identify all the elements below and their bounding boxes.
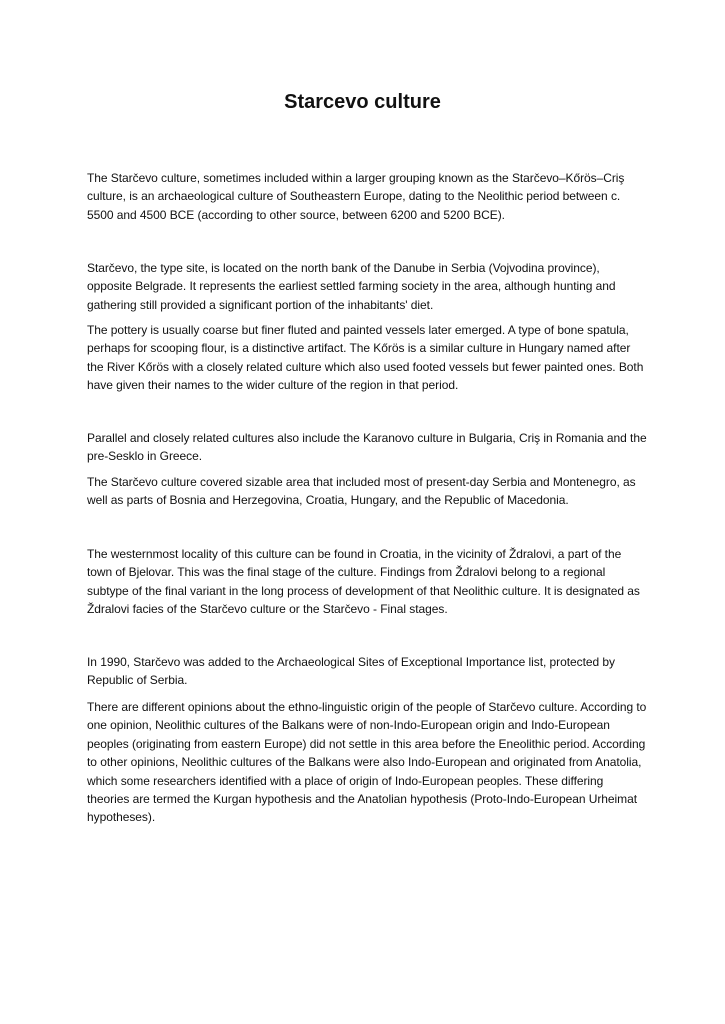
paragraph-type-site: Starčevo, the type site, is located on the north bank of the Danube in Serbia (Vojvodina province), opposite Belgrade. It represents the earliest settled farming society in the area, although hunting and gathering still provided a significant portion of the inhabitants' diet. (87, 261, 616, 312)
paragraph-area: The Starčevo culture covered sizable area that included most of present-day Serbia and Montenegro, as well as parts of Bosnia and Herzegovina, Croatia, Hungary, and the Republic of Macedonia. (87, 475, 636, 508)
document-title: Starcevo culture (284, 91, 441, 113)
paragraph-pottery: The pottery is usually coarse but finer fluted and painted vessels later emerged. A type of bone spatula, perhaps for scooping flour, is a distinctive artifact. The Kőrös is a similar culture in Hungary named after the River Kőrös with a closely related culture which also used footed vessels but fewer painted ones. Both have given their names to the wider culture of the region in that period. (87, 323, 644, 393)
paragraph-westernmost-locality: The westernmost locality of this culture can be found in Croatia, in the vicinity of Ždralovi, a part of the town of Bjelovar. This was the final stage of the culture. Findings from Ždralovi belong to a regional subtype of the final variant in the long process of development of that Neolithic culture. It is designated as Ždralovi facies of the Starčevo culture or the Starčevo - Final stages. (87, 547, 640, 617)
paragraph-intro: The Starčevo culture, sometimes included within a larger grouping known as the Starčevo–Kőrös–Criş culture, is an archaeological culture of Southeastern Europe, dating to the Neolithic period between c. 5500 and 4500 BCE (according to other source, between 6200 and 5200 BCE). (87, 171, 625, 222)
paragraph-related-cultures: Parallel and closely related cultures also include the Karanovo culture in Bulgaria, Criş in Romania and the pre-Sesklo in Greece. (87, 431, 647, 464)
paragraph-origin-opinions: There are different opinions about the ethno-linguistic origin of the people of Starčevo culture. According to one opinion, Neolithic cultures of the Balkans were of non-Indo-European origin and Indo-European peoples (originating from eastern Europe) did not settle in this area before the Eneolithic period. According to other opinions, Neolithic cultures of the Balkans were also Indo-European and originated from Anatolia, which some researchers identified with a place of origin of Indo-European peoples. These differing theories are termed the Kurgan hypothesis and the Anatolian hypothesis (Proto-Indo-European Urheimat hypotheses). (87, 700, 647, 825)
paragraph-protection: In 1990, Starčevo was added to the Archaeological Sites of Exceptional Importance list, protected by Republic of Serbia. (87, 655, 615, 688)
